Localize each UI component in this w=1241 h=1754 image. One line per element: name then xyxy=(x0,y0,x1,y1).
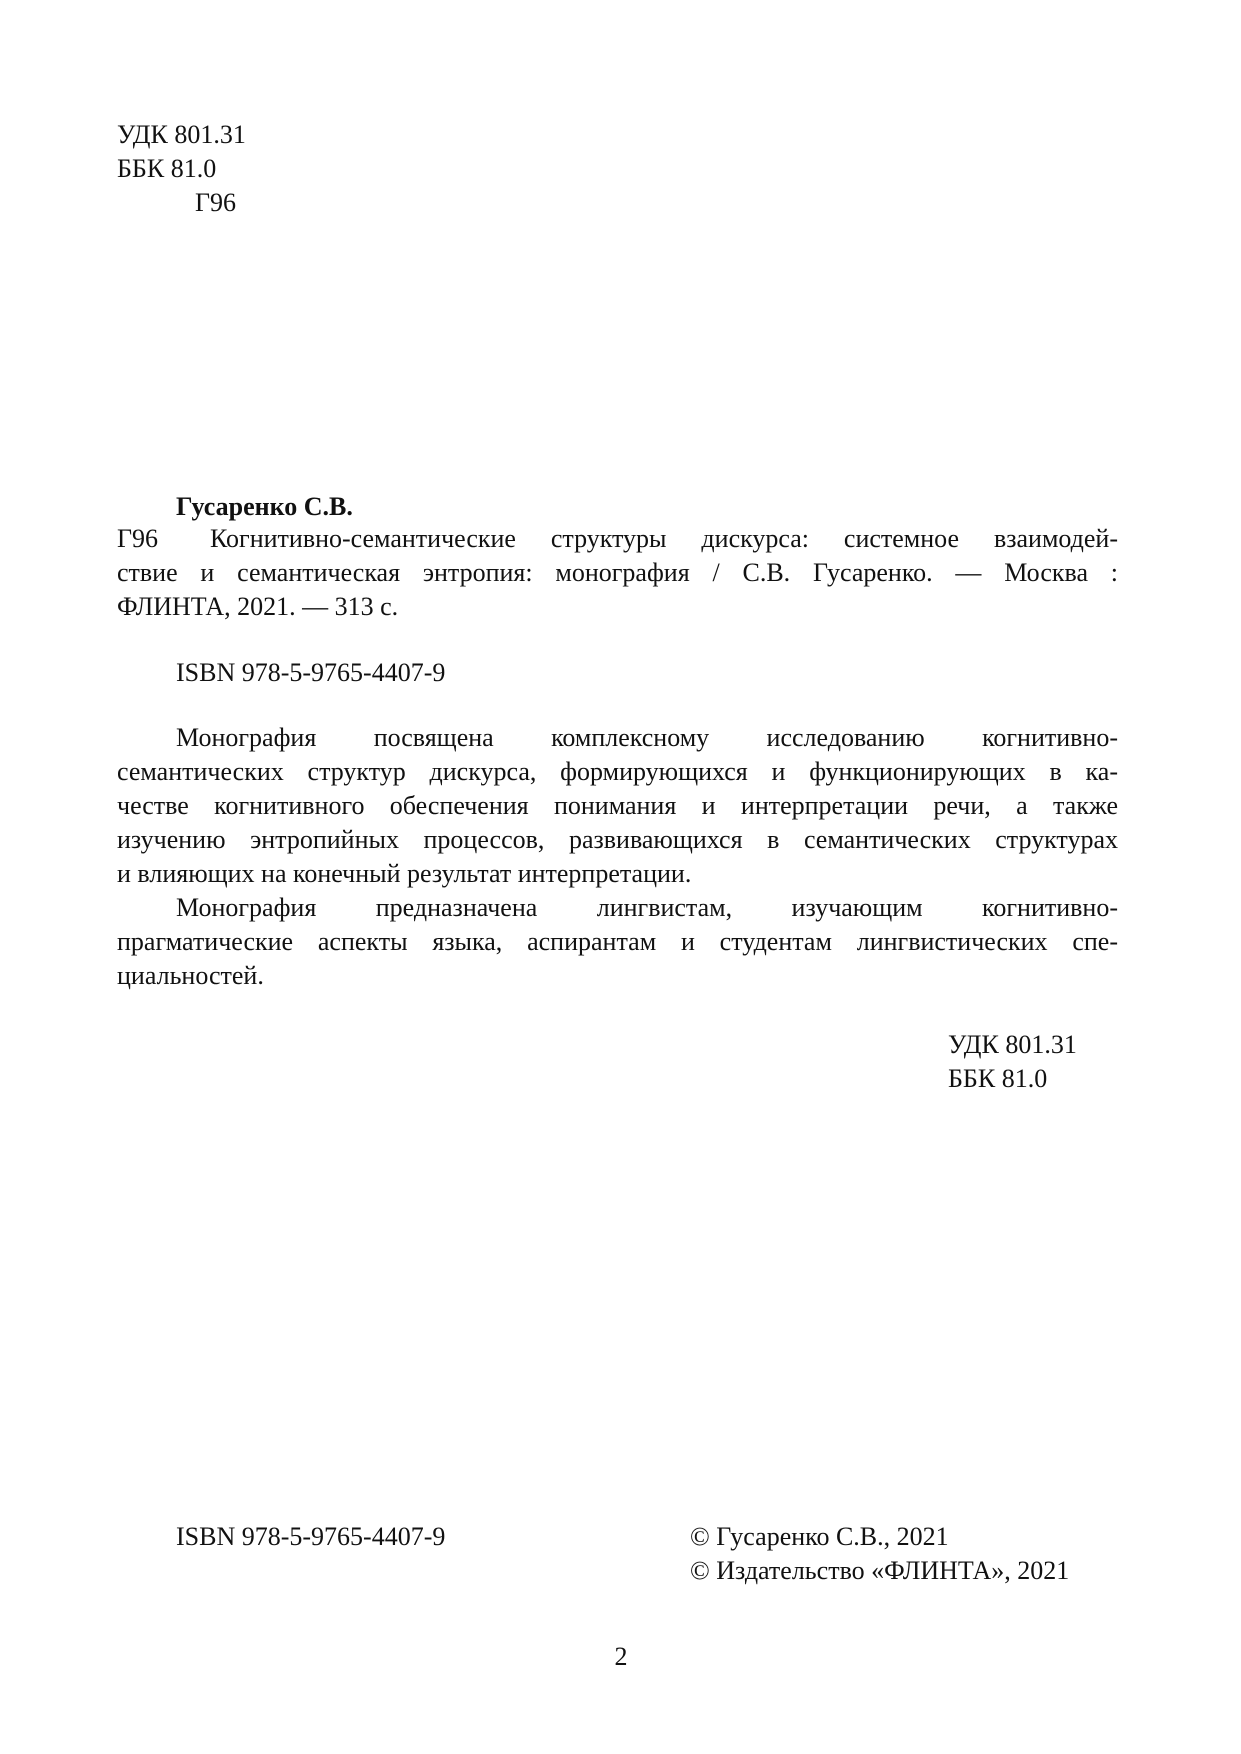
record-code: Г96 xyxy=(117,524,159,553)
record-line-3: ФЛИНТА, 2021. — 313 с. xyxy=(117,592,399,621)
annotation-line: Монография посвящена комплексному исследованию когнитивно- xyxy=(176,723,1118,752)
bbk-code-right: ББК 81.0 xyxy=(948,1064,1048,1093)
author-mark: Г96 xyxy=(195,188,237,217)
annotation-line: прагматические аспекты языка, аспирантам и студентам лингвистических спе- xyxy=(117,927,1118,956)
record-title-start: Когнитивно-семантические структуры дискурса: системное взаимодей- xyxy=(210,524,1118,553)
udk-code-right: УДК 801.31 xyxy=(948,1030,1077,1059)
annotation-line: семантических структур дискурса, формирующихся и функционирующих в ка- xyxy=(117,757,1118,786)
classification-right xyxy=(948,1028,1077,1096)
record-line-1 xyxy=(117,522,1118,556)
isbn-record: ISBN 978-5-9765-4407-9 xyxy=(176,658,446,687)
annotation-line: Монография предназначена лингвистам, изучающим когнитивно- xyxy=(176,893,1118,922)
copyright-author: © Гусаренко С.В., 2021 xyxy=(690,1522,949,1551)
record-line-2: ствие и семантическая энтропия: монография / С.В. Гусаренко. — Москва : xyxy=(117,558,1118,587)
annotation-line: честве когнитивного обеспечения понимания и интерпретации речи, а также xyxy=(117,791,1118,820)
copyright-publisher: © Издательство «ФЛИНТА», 2021 xyxy=(690,1556,1070,1585)
page-number: 2 xyxy=(614,1642,628,1671)
isbn-footer: ISBN 978-5-9765-4407-9 xyxy=(176,1522,446,1551)
annotation xyxy=(117,721,1118,993)
annotation-line: и влияющих на конечный результат интерпретации. xyxy=(117,859,692,888)
author-heading: Гусаренко С.В. xyxy=(176,492,353,521)
annotation-line: изучению энтропийных процессов, развивающихся в семантических структурах xyxy=(117,825,1118,854)
bbk-code: ББК 81.0 xyxy=(117,154,217,183)
annotation-line: циальностей. xyxy=(117,961,264,990)
bibliographic-record xyxy=(117,522,1118,624)
udk-code: УДК 801.31 xyxy=(117,120,246,149)
classification-block xyxy=(117,118,246,220)
